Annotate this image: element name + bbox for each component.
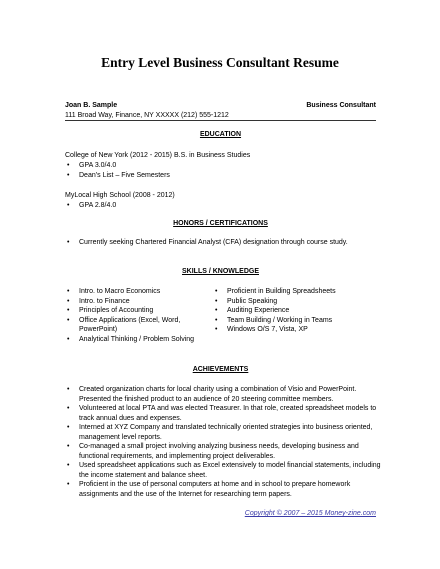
- achievements-heading: ACHIEVEMENTS: [192, 366, 249, 373]
- list-item: • Proficient in Building Spreadsheets: [213, 287, 373, 297]
- list-item: • Principles of Accounting: [65, 306, 200, 316]
- applicant-name: Joan B. Sample: [65, 102, 118, 109]
- list-item: • Intro. to Finance: [65, 297, 200, 307]
- skills-left-list: [65, 287, 200, 344]
- list-item: • Proficient in the use of personal computers at home and in school to prepare homework assignments and the use of the Internet for researching term papers.: [65, 480, 385, 499]
- list-item: • Auditing Experience: [213, 306, 373, 316]
- honors-list: [65, 238, 385, 248]
- header-divider: [65, 120, 376, 121]
- applicant-address: 111 Broad Way, Finance, NY XXXXX (212) 555-1212: [65, 112, 229, 119]
- high-school-line: MyLocal High School (2008 - 2012): [65, 192, 175, 199]
- applicant-role: Business Consultant: [306, 102, 376, 109]
- list-item: • Office Applications (Excel, Word, PowerPoint): [65, 316, 200, 335]
- list-item: • Team Building / Working in Teams: [213, 316, 373, 326]
- list-item: • Analytical Thinking / Problem Solving: [65, 335, 200, 345]
- honors-heading: HONORS / CERTIFICATIONS: [173, 220, 268, 227]
- college-line: College of New York (2012 - 2015) B.S. in Business Studies: [65, 152, 251, 159]
- education-heading: EDUCATION: [199, 131, 242, 138]
- college-list: [65, 161, 365, 180]
- skills-right-list: [213, 287, 373, 335]
- list-item: • Created organization charts for local charity using a combination of Visio and PowerPoint. Presented the finished product to an audience of 20 steering committee members.: [65, 385, 385, 404]
- list-item: • Volunteered at local PTA and was elected Treasurer. In that role, created spreadsheet models to track annual dues and expenses.: [65, 404, 385, 423]
- list-item: • Intro. to Macro Economics: [65, 287, 200, 297]
- list-item: • Windows O/S 7, Vista, XP: [213, 325, 373, 335]
- list-item: • Co-managed a small project involving analyzing business needs, developing business and functional requirements, and implementing project deliverables.: [65, 442, 385, 461]
- list-item: • Dean’s List – Five Semesters: [65, 171, 365, 181]
- skills-heading: SKILLS / KNOWLEDGE: [182, 268, 259, 275]
- list-item: • Currently seeking Chartered Financial Analyst (CFA) designation through course study.: [65, 238, 385, 248]
- high-school-list: [65, 201, 365, 211]
- resume-title: Entry Level Business Consultant Resume: [101, 55, 339, 70]
- achievements-list: [65, 385, 385, 499]
- list-item: • Interned at XYZ Company and translated technically oriented strategies into business oriented, management level reports.: [65, 423, 385, 442]
- list-item: • Used spreadsheet applications such as Excel extensively to model financial statements, including the income statement and balance sheet.: [65, 461, 385, 480]
- list-item: • GPA 2.8/4.0: [65, 201, 365, 211]
- list-item: • GPA 3.0/4.0: [65, 161, 365, 171]
- copyright-link[interactable]: Copyright © 2007 – 2015 Money-zine.com: [244, 510, 376, 517]
- list-item: • Public Speaking: [213, 297, 373, 307]
